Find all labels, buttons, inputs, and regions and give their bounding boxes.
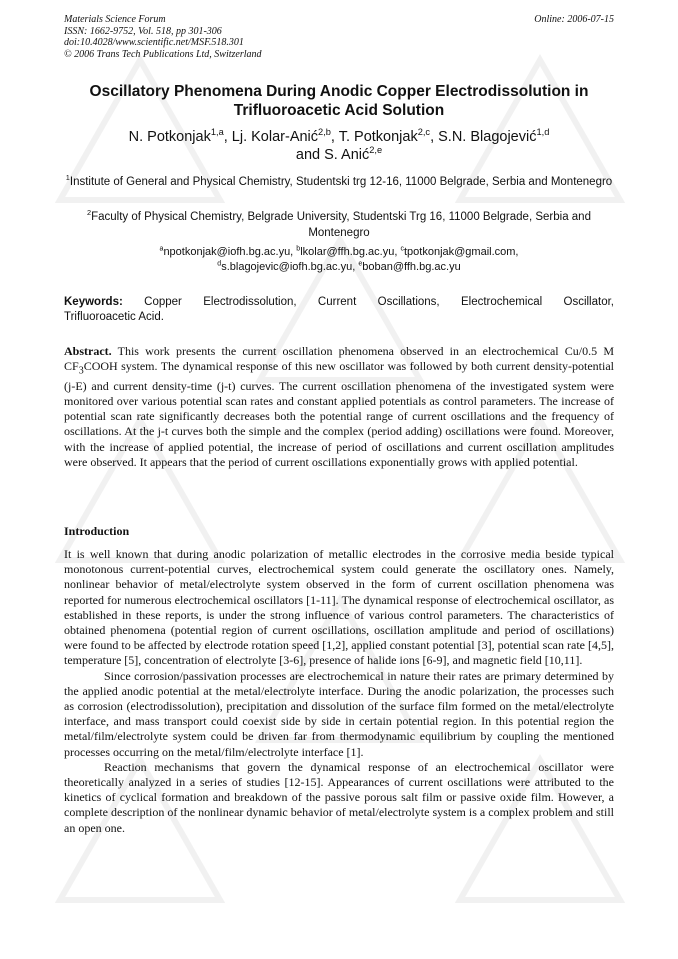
authors-line-2: [64, 146, 614, 164]
author-4: , S.N. Blagojević: [430, 129, 537, 145]
abstract: [64, 344, 614, 470]
title-line-2: Trifluoroacetic Acid Solution: [233, 102, 445, 119]
email-b-sup: b: [296, 245, 301, 253]
author-5-sup: 2,e: [369, 145, 383, 156]
author-1-sup: 1,a: [210, 127, 224, 138]
title-line-1: Oscillatory Phenomena During Anodic Copper Electrodissolution in: [89, 83, 589, 100]
affiliation-2-number: 2: [87, 208, 92, 218]
introduction-heading: Introduction: [64, 524, 130, 538]
introduction-body: [64, 547, 614, 836]
email-c-sup: c: [400, 245, 404, 253]
keywords-text-2: Trifluoroacetic Acid.: [64, 311, 164, 323]
keywords-text-1: Copper Electrodissolution, Current Oscillations, Electrochemical Oscillator,: [144, 296, 614, 308]
journal-copyright: © 2006 Trans Tech Publications Ltd, Switzerland: [64, 48, 262, 60]
abstract-label: Abstract.: [64, 344, 112, 358]
author-list: [64, 128, 614, 164]
email-a[interactable]: npotkonjak@iofh.bg.ac.yu,: [163, 246, 297, 258]
abstract-subscript: 3: [78, 365, 84, 377]
intro-paragraph-3: Reaction mechanisms that govern the dynamical response of an electrochemical oscillator were theoretically analyzed in a series of studies [12-15]. Appearances of current oscillations were attributed to the kinetics of cyclical formation and breakdown of the passive porous salt film or passive oxide film. However, a complete description of the nonlinear dynamic behavior of metal/electrolyte system is a complex problem and still an open one.: [64, 759, 614, 835]
author-4-sup: 1,d: [536, 127, 550, 138]
author-2: , Lj. Kolar-Anić: [223, 129, 319, 145]
affiliation-1-number: 1: [65, 173, 70, 183]
affiliation-1-text: Institute of General and Physical Chemistry, Studentski trg 12-16, 11000 Belgrade, Serbia and Montenegro: [69, 176, 613, 188]
paper-title: [64, 82, 614, 120]
affiliation-2-text: Faculty of Physical Chemistry, Belgrade University, Studentski Trg 16, 11000 Belgrade, Serbia and Montenegro: [91, 211, 591, 239]
author-5: and S. Anić: [295, 147, 370, 163]
online-date-text: Online: 2006-07-15: [534, 14, 614, 25]
author-2-sup: 2,b: [318, 127, 331, 138]
online-date: [534, 14, 614, 26]
author-3-sup: 2,c: [417, 127, 431, 138]
journal-issn: ISSN: 1662-9752, Vol. 518, pp 301-306: [64, 25, 222, 37]
keywords-line-1: [64, 295, 614, 310]
author-1: N. Potkonjak: [128, 129, 211, 145]
authors-line-1: [64, 128, 614, 146]
email-d[interactable]: s.blagojevic@iofh.bg.ac.yu,: [221, 260, 359, 273]
keywords-block: [64, 295, 614, 325]
affiliation-1: [64, 175, 614, 191]
emails-line-1: [64, 245, 614, 260]
email-d-sup: d: [217, 259, 222, 267]
journal-name: Materials Science Forum: [64, 14, 166, 25]
affiliation-2: [64, 210, 614, 241]
journal-doi[interactable]: doi:10.4028/www.scientific.net/MSF.518.301: [64, 37, 244, 48]
email-a-sup: a: [159, 245, 164, 253]
abstract-text-1: This work presents the current oscillation phenomena observed in an electrochemical Cu/0.5 M CF: [64, 344, 614, 374]
intro-paragraph-2: Since corrosion/passivation processes are electrochemical in nature their rates are primary determined by the applied anodic potential at the metal/electrolyte interface. During the anodic polarization, the processes such as corrosion (electrodissolution), precipitation and dissolution of the surface film formed on the metal/electrolyte interface, and mass transport could coexist side by side in certain potential region. In this potential region the metal/film/electrolyte system could be driven far from thermodynamic equilibrium by coupling the mentioned processes occurring on the metal/film/electrolyte interface [1].: [64, 668, 614, 759]
email-e-sup: e: [358, 259, 363, 267]
emails-line-2: [64, 260, 614, 275]
author-emails: [64, 245, 614, 274]
email-c[interactable]: tpotkonjak@gmail.com,: [403, 246, 519, 258]
email-e[interactable]: boban@ffh.bg.ac.yu: [362, 260, 461, 273]
intro-paragraph-1: It is well known that during anodic polarization of metallic electrodes in the corrosive media beside typical monotonous current-potential curves, electrochemical system could generate the oscillatory ones. Namely, nonlinear behavior of metal/electrolyte system observed in the form of current oscillation phenomena was reported for numerous electrochemical oscillators [1-11]. The dynamical response of electrochemical oscillator, as established in these reports, is under the strong influence of various control parameters. The characteristics of obtained phenomena (potential region of current oscillations, oscillation amplitude and period of oscillations) were found to be affected by electrode rotation speed [1,2], applied constant potential [3], potential scan rate [4,5], temperature [5], concentration of electrolyte [3-6], presence of halide ions [6-9], and magnetic field [10,11].: [64, 547, 614, 668]
abstract-text-2: COOH system. The dynamical response of this new oscillator was followed by both current density-potential (j-E) and current density-time (j-t) curves. The current oscillation phenomena of the investigated system were monitored over various potential scan rates and constant applied potentials as control parameters. The increase of potential scan rate significantly decreases both the potential range of current oscillations and the frequency of oscillations. At the j-t curves both the simple and the complex (period adding) oscillations were found. Moreover, with the increase of applied potential, the increase of period of oscillations and current oscillation amplitudes were observed. It appears that the period of current oscillations exponentially grows with applied potential.: [64, 359, 614, 469]
email-b[interactable]: lkolar@ffh.bg.ac.yu,: [300, 246, 401, 258]
journal-header: [64, 14, 262, 60]
author-3: , T. Potkonjak: [330, 129, 418, 145]
keywords-label: Keywords:: [64, 296, 123, 308]
